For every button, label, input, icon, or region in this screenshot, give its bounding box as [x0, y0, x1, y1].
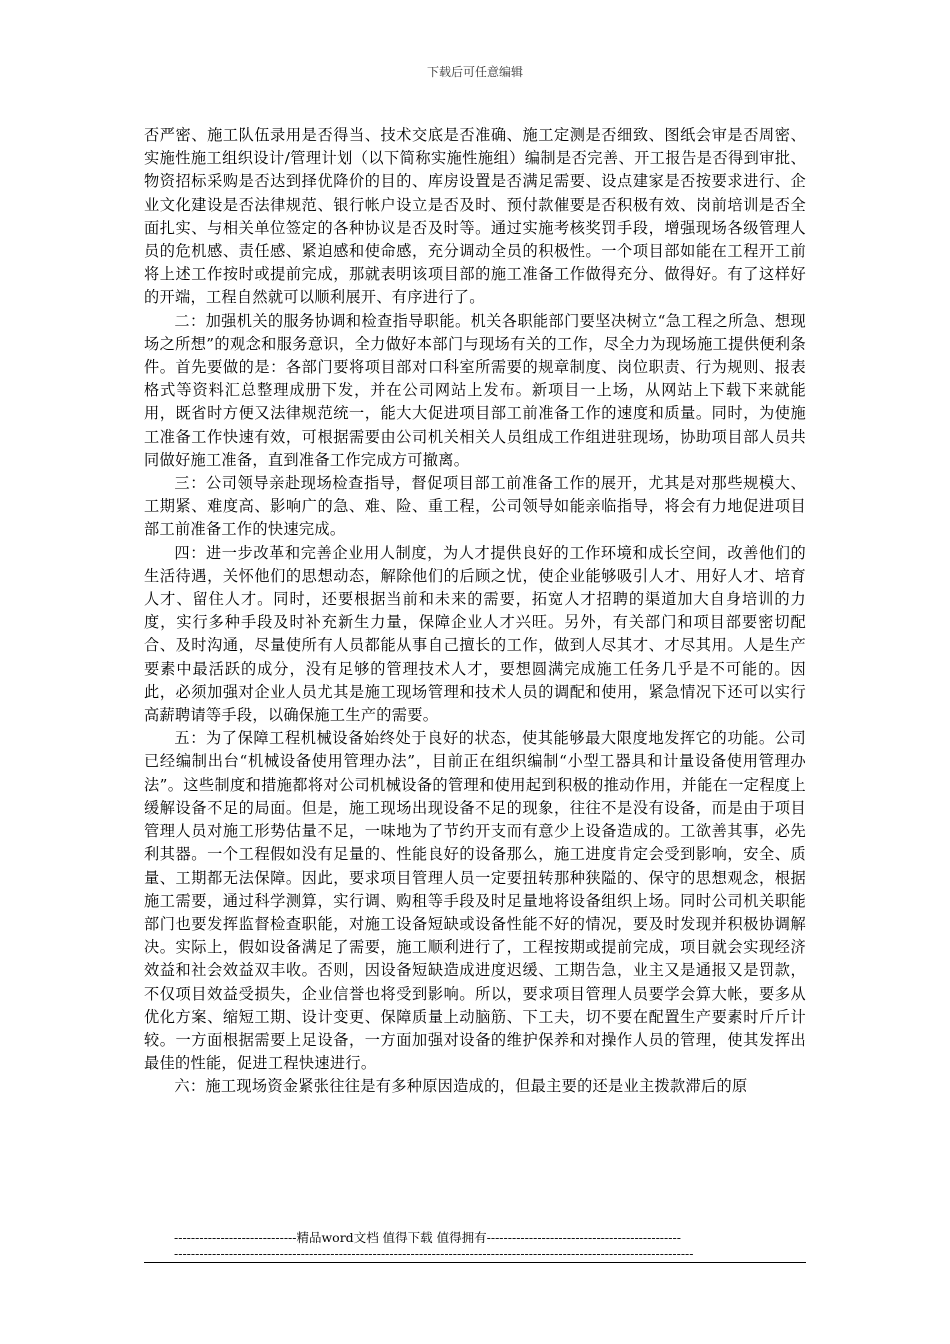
page-header: 下载后可任意编辑: [426, 65, 523, 79]
paragraph-continuation: 否严密、施工队伍录用是否得当、技术交底是否准确、施工定测是否细致、图纸会审是否周密、实施性施工组织设计/管理计划（以下简称实施性施组）编制是否完善、开工报告是否得到审批、物资招标采购是否达到择优降价的目的、库房设置是否满足需要、设点建家是否按要求进行、企业文化建设是否法律规范、银行帐户设立是否及时、预付款催要是否积极有效、岗前培训是否全面扎实、与相关单位签定的各种协议是否及时等。通过实施考核奖罚手段，增强现场各级管理人员的危机感、责任感、紧迫感和使命感，充分调动全员的积极性。一个项目部如能在工程开工前将上述工作按时或提前完成，那就表明该项目部的施工准备工作做得充分、做得好。有了这样好的开端，工程自然就可以顺利展开、有序进行了。: [144, 126, 806, 307]
footer-dash-line: ---------------------------------------------------------------------------------------------------------------------------: [174, 1246, 694, 1261]
paragraph-item-4: 四：进一步改革和完善企业用人制度，为人才提供良好的工作环境和成长空间，改善他们的生活待遇，关怀他们的思想动态，解除他们的后顾之忧，使企业能够吸引人才、用好人才、培育人才、留住人才。同时，还要根据当前和未来的需要，拓宽人才招聘的渠道加大自身培训的力度，实行多种手段及时补充新生力量，保障企业人才兴旺。另外，有关部门和项目部要密切配合、及时沟通，尽量使所有人员都能从事自己擅长的工作，做到人尽其才、才尽其用。人是生产要素中最活跃的成分，没有足够的管理技术人才，要想圆满完成施工任务几乎是不可能的。因此，必须加强对企业人员尤其是施工现场管理和技术人员的调配和使用，紧急情况下还可以实行高薪聘请等手段，以确保施工生产的需要。: [144, 543, 806, 725]
paragraph-item-3: 三：公司领导亲赴现场检查指导，督促项目部工前准备工作的展开，尤其是对那些规模大、工期紧、难度高、影响广的急、难、险、重工程，公司领导如能亲临指导，将会有力地促进项目部工前准备工作的快速完成。: [144, 474, 806, 539]
document-body: [144, 124, 806, 1099]
footer-banner-line: -----------------------------精品word文档 值得下载 值得拥有----------------------------------------------: [174, 1230, 681, 1245]
paragraph-item-2: 二：加强机关的服务协调和检查指导职能。机关各职能部门要坚决树立“急工程之所急、想现场之所想”的观念和服务意识，全力做好本部门与现场有关的工作，尽全力为现场施工提供便利条件。首先要做的是：各部门要将项目部对口科室所需要的规章制度、岗位职责、行为规则、报表格式等资料汇总整理成册下发，并在公司网站上发布。新项目一上场，从网站上下载下来就能用，既省时方便又法律规范统一，能大大促进项目部工前准备工作的速度和质量。同时，为使施工准备工作快速有效，可根据需要由公司机关相关人员组成工作组进驻现场，协助项目部人员共同做好施工准备，直到准备工作完成方可撤离。: [144, 311, 806, 469]
paragraph-item-6: 六：施工现场资金紧张往往是有多种原因造成的，但最主要的还是业主拨款滞后的原: [174, 1077, 748, 1096]
footer-rule: [144, 1262, 806, 1263]
paragraph-item-5: 五：为了保障工程机械设备始终处于良好的状态，使其能够最大限度地发挥它的功能。公司已经编制出台“机械设备使用管理办法”，目前正在组织编制“小型工器具和计量设备使用管理办法”。这些制度和措施都将对公司机械设备的管理和使用起到积极的推动作用，并能在一定程度上缓解设备不足的局面。但是，施工现场出现设备不足的现象，往往不是没有设备，而是由于项目管理人员对施工形势估量不足，一味地为了节约开支而有意少上设备造成的。工欲善其事，必先利其器。一个工程假如没有足量的、性能良好的设备那么，施工进度肯定会受到影响，安全、质量、工期都无法保障。因此，要求项目管理人员一定要扭转那种狭隘的、保守的思想观念，根据施工需要，通过科学测算，实行调、购租等手段及时足量地将设备组织上场。同时公司机关职能部门也要发挥监督检查职能，对施工设备短缺或设备性能不好的情况，要及时发现并积极协调解决。实际上，假如设备满足了需要，施工顺利进行了，工程按期或提前完成，项目就会实现经济效益和社会效益双丰收。否则，因设备短缺造成进度迟缓、工期告急，业主又是通报又是罚款，不仅项目效益受损失，企业信誉也将受到影响。所以，要求项目管理人员要学会算大帐，要多从优化方案、缩短工期、设计变更、保障质量上动脑筋、下工夫，切不要在配置生产要素时斤斤计较。一方面根据需要上足设备，一方面加强对设备的维护保养和对操作人员的管理，使其发挥出最佳的性能，促进工程快速进行。: [144, 729, 806, 1073]
